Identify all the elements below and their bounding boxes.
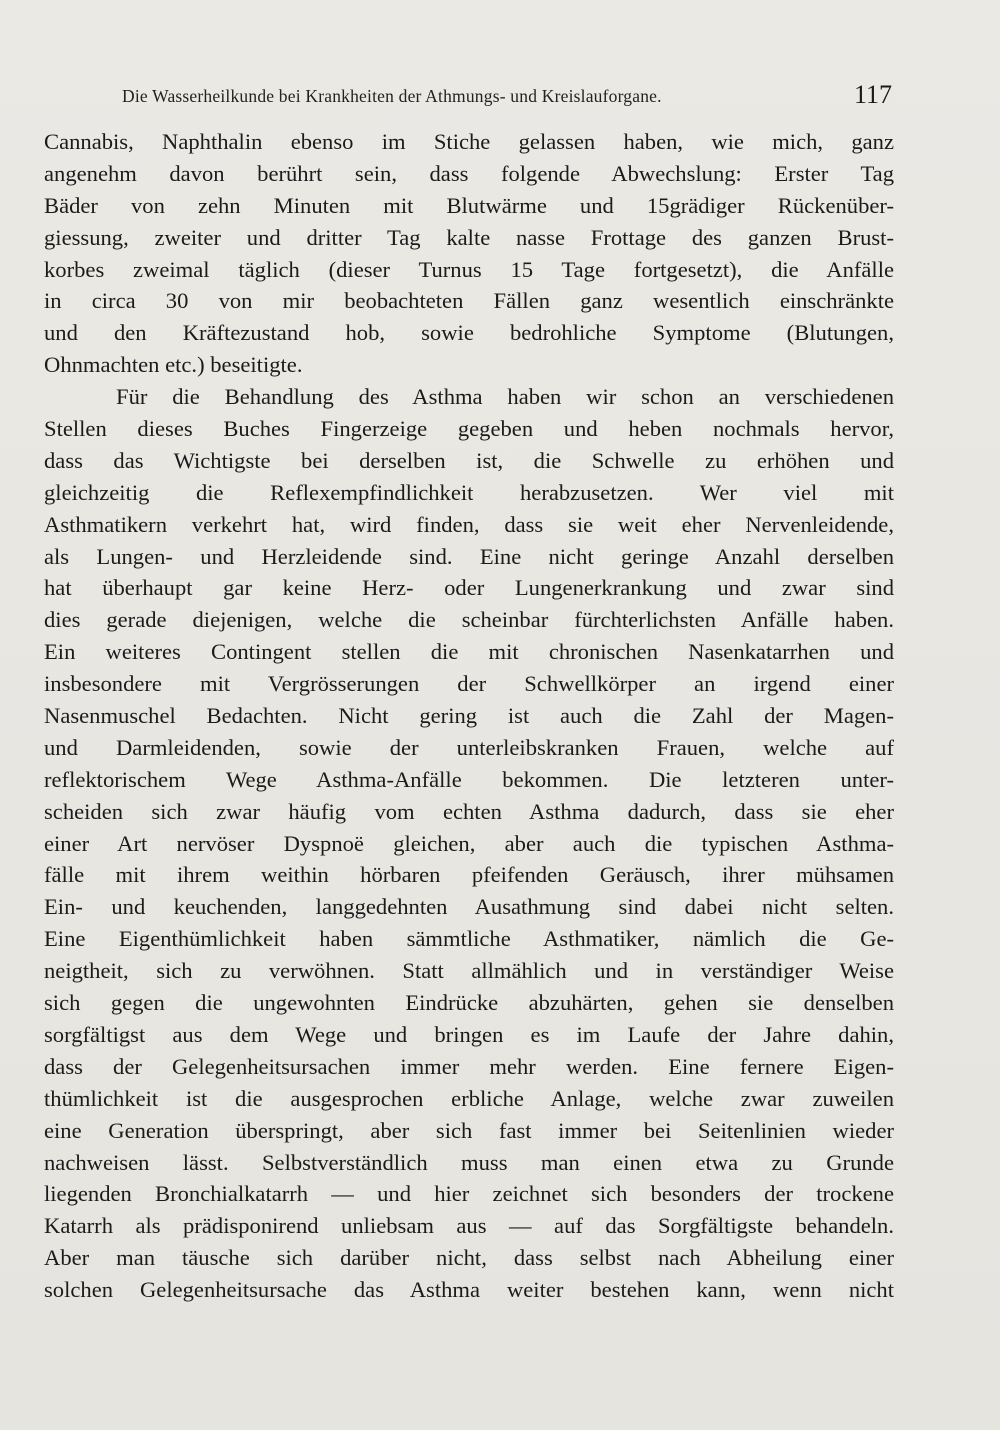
text-line: nachweisen lässt. Selbstverständlich muss man einen etwa zu Grunde [44, 1149, 894, 1175]
text-line: insbesondere mit Vergrösserungen der Schwellkörper an irgend einer [44, 671, 894, 697]
text-line: angenehm davon berührt sein, dass folgende Abwechslung: Erster Tag [44, 160, 894, 186]
body-text [44, 126, 894, 1306]
paragraph-start-line: Für die Behandlung des Asthma haben wir schon an verschiedenen [116, 384, 894, 410]
text-line: neigtheit, sich zu verwöhnen. Statt allmählich und in verständiger Weise [44, 958, 894, 984]
text-line: thümlichkeit ist die ausgesprochen erbliche Anlage, welche zwar zuweilen [44, 1085, 894, 1111]
text-line: sich gegen die ungewohnten Eindrücke abzuhärten, gehen sie denselben [44, 990, 894, 1016]
text-line: Cannabis, Naphthalin ebenso im Stiche gelassen haben, wie mich, ganz [44, 129, 894, 154]
text-line: liegenden Bronchialkatarrh — und hier zeichnet sich besonders der trockene [44, 1181, 894, 1207]
text-line: dies gerade diejenigen, welche die scheinbar fürchterlichsten Anfälle haben. [44, 607, 894, 633]
text-line: solchen Gelegenheitsursache das Asthma weiter bestehen kann, wenn nicht [44, 1277, 894, 1303]
text-line: dass der Gelegenheitsursachen immer mehr werden. Eine fernere Eigen- [44, 1053, 894, 1079]
text-line: Nasenmuschel Bedachten. Nicht gering ist auch die Zahl der Magen- [44, 703, 894, 729]
text-line: giessung, zweiter und dritter Tag kalte nasse Frottage des ganzen Brust- [44, 224, 894, 250]
page-number: 117 [853, 80, 892, 109]
text-line: Asthmatikern verkehrt hat, wird finden, dass sie weit eher Nervenleidende, [44, 511, 894, 537]
text-line: Bäder von zehn Minuten mit Blutwärme und 15grädiger Rückenüber- [44, 192, 894, 218]
page-header [122, 80, 892, 120]
text-line: gleichzeitig die Reflexempfindlichkeit herabzusetzen. Wer viel mit [44, 479, 894, 505]
running-head: Die Wasserheilkunde bei Krankheiten der Athmungs- und Kreislauforgane. [122, 86, 662, 106]
text-line: und Darmleidenden, sowie der unterleibskranken Frauen, welche auf [44, 734, 894, 760]
text-line: Eine Eigenthümlichkeit haben sämmtliche Asthmatiker, nämlich die Ge- [44, 926, 894, 952]
text-line: Katarrh als prädisponirend unliebsam aus — auf das Sorgfältigste behandeln. [44, 1213, 894, 1239]
text-line: fälle mit ihrem weithin hörbaren pfeifenden Geräusch, ihrer mühsamen [44, 862, 894, 888]
text-line: scheiden sich zwar häufig vom echten Asthma dadurch, dass sie eher [44, 798, 894, 824]
text-line: eine Generation überspringt, aber sich fast immer bei Seitenlinien wieder [44, 1117, 894, 1143]
text-line: sorgfältigst aus dem Wege und bringen es im Laufe der Jahre dahin, [44, 1021, 894, 1047]
text-line: in circa 30 von mir beobachteten Fällen ganz wesentlich einschränkte [44, 288, 894, 314]
text-line: korbes zweimal täglich (dieser Turnus 15 Tage fortgesetzt), die Anfälle [44, 256, 894, 282]
text-line: hat überhaupt gar keine Herz- oder Lungenerkrankung und zwar sind [44, 575, 894, 601]
text-line: und den Kräftezustand hob, sowie bedrohliche Symptome (Blutungen, [44, 320, 894, 346]
text-line: dass das Wichtigste bei derselben ist, die Schwelle zu erhöhen und [44, 447, 894, 473]
text-line: Ein weiteres Contingent stellen die mit chronischen Nasenkatarrhen und [44, 639, 894, 665]
text-line: Ein- und keuchenden, langgedehnten Ausathmung sind dabei nicht selten. [44, 894, 894, 920]
text-line: Stellen dieses Buches Fingerzeige gegeben und heben nochmals hervor, [44, 416, 894, 442]
text-line: einer Art nervöser Dyspnoë gleichen, aber auch die typischen Asthma- [44, 830, 894, 856]
text-line: Aber man täusche sich darüber nicht, dass selbst nach Abheilung einer [44, 1245, 894, 1271]
text-line: Ohnmachten etc.) beseitigte. [44, 352, 303, 378]
text-line: reflektorischem Wege Asthma-Anfälle bekommen. Die letzteren unter- [44, 766, 894, 792]
text-line: als Lungen- und Herzleidende sind. Eine nicht geringe Anzahl derselben [44, 543, 894, 569]
